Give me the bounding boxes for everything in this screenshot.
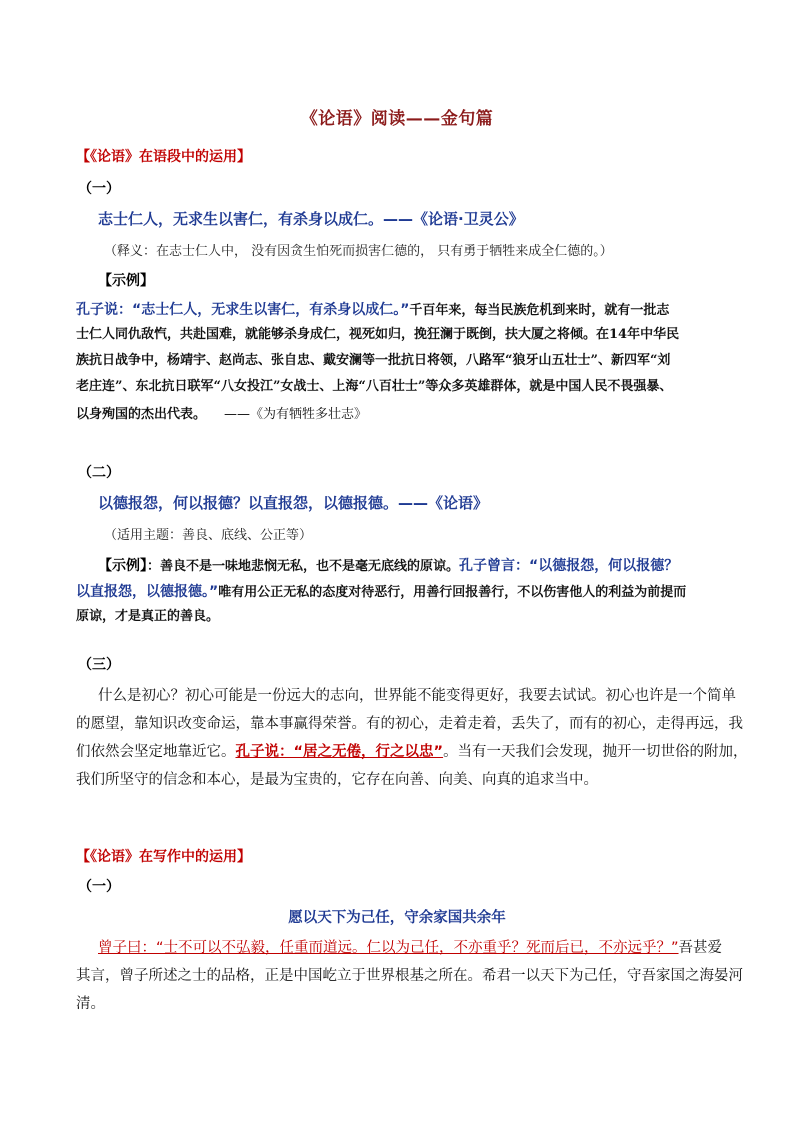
section-heading-paragraph-use: 【《论语》在语段中的运用】 xyxy=(76,149,251,165)
example-quote-text: 孔子曾言：“以德报怨，何以报德？ xyxy=(459,558,679,574)
paragraph-line: 清。 xyxy=(76,996,105,1012)
example-quote-text: 孔子说：“志士仁人，无求生以害仁，有杀身以成仁。” xyxy=(76,302,410,318)
example-line: 老庄连”、东北抗日联军“八女投江”女战士、上海“八百壮士”等众多英雄群体，就是中国人民不畏强暴、 xyxy=(76,379,673,394)
example-line xyxy=(76,580,686,604)
paragraph-line xyxy=(76,740,748,764)
paragraph-text: 吾甚爱 xyxy=(678,940,723,956)
paragraph-line xyxy=(98,936,722,960)
highlighted-quote: 孔子说：“居之无倦，行之以忠” xyxy=(235,744,444,760)
paragraph-line: 什么是初心？初心可能是一份远大的志向，世界能不能变得更好，我要去试试。初心也许是一个简单 xyxy=(98,688,736,704)
note-2: （适用主题：善良、底线、公正等） xyxy=(104,528,313,543)
note-1: （释义：在志士仁人中， 没有因贪生怕死而损害仁德的， 只有勇于牺牲来成全仁德的。） xyxy=(104,244,613,259)
example-line: 族抗日战争中，杨靖宇、赵尚志、张自忠、戴安澜等一批抗日将领，八路军“狼牙山五壮士”、新四军“刘 xyxy=(76,353,671,368)
example-line: 士仁人同仇敌忾，共赴国难，就能够杀身成仁，视死如归，挽狂澜于既倒，扶大厦之将倾。在14年中华民 xyxy=(76,327,680,342)
paragraph-line: 我们所坚守的信念和本心，是最为宝贵的，它存在向善、向美、向真的追求当中。 xyxy=(76,772,598,788)
paragraph-line: 其言，曾子所述之士的品格，正是中国屹立于世界根基之所在。希君一以天下为己任，守吾家国之海晏河 xyxy=(76,968,743,984)
example-quote-text: 以直报怨，以德报德。” xyxy=(76,584,219,600)
part-number-3: （三） xyxy=(78,657,120,673)
paragraph-text: 们依然会坚定地靠近它。 xyxy=(76,744,236,760)
quote-2: 以德报怨，何以报德？以直报怨，以德报德。——《论语》 xyxy=(98,494,489,512)
essay-title: 愿以天下为己任，守余家国共余年 xyxy=(288,910,506,926)
example-source: ——《为有牺牲多壮志》 xyxy=(224,407,368,422)
quote-1: 志士仁人，无求生以害仁，有杀身以成仁。——《论语·卫灵公》 xyxy=(98,210,524,228)
example-line xyxy=(76,402,367,426)
example-label-2: 【示例】 xyxy=(98,558,147,574)
paragraph-text: 。当有一天我们会发现，抛开一切世俗的附加， xyxy=(443,744,748,760)
example-label-1: 【示例】 xyxy=(98,273,154,289)
example-text: 唯有用公正无私的态度对待恶行，用善行回报善行，不以伤害他人的利益为前提而 xyxy=(218,585,687,600)
highlighted-quote: 曾子曰：“士不可以不弘毅，任重而道远。仁以为己任，不亦重乎？死而后已，不亦远乎？” xyxy=(98,940,679,956)
example-text: ：善良不是一味地悲悯无私，也不是毫无底线的原谅。 xyxy=(147,559,460,574)
section-heading-writing-use: 【《论语》在写作中的运用】 xyxy=(76,849,251,865)
example-line xyxy=(76,298,669,322)
example-text: 千百年来，每当民族危机到来时，就有一批志 xyxy=(409,303,670,318)
part-number-1: （一） xyxy=(78,181,120,197)
example-text: 以身殉国的杰出代表。 xyxy=(76,407,207,422)
part-number-2: （二） xyxy=(78,465,120,481)
paragraph-line: 的愿望，靠知识改变命运，靠本事赢得荣誉。有的初心，走着走着，丢失了，而有的初心，走得再远，我 xyxy=(76,716,743,732)
page-title: 《论语》阅读——金句篇 xyxy=(300,109,494,129)
part-number-writing-1: （一） xyxy=(78,879,120,895)
example-line: 原谅，才是真正的善良。 xyxy=(76,609,220,624)
example-line xyxy=(98,554,678,578)
